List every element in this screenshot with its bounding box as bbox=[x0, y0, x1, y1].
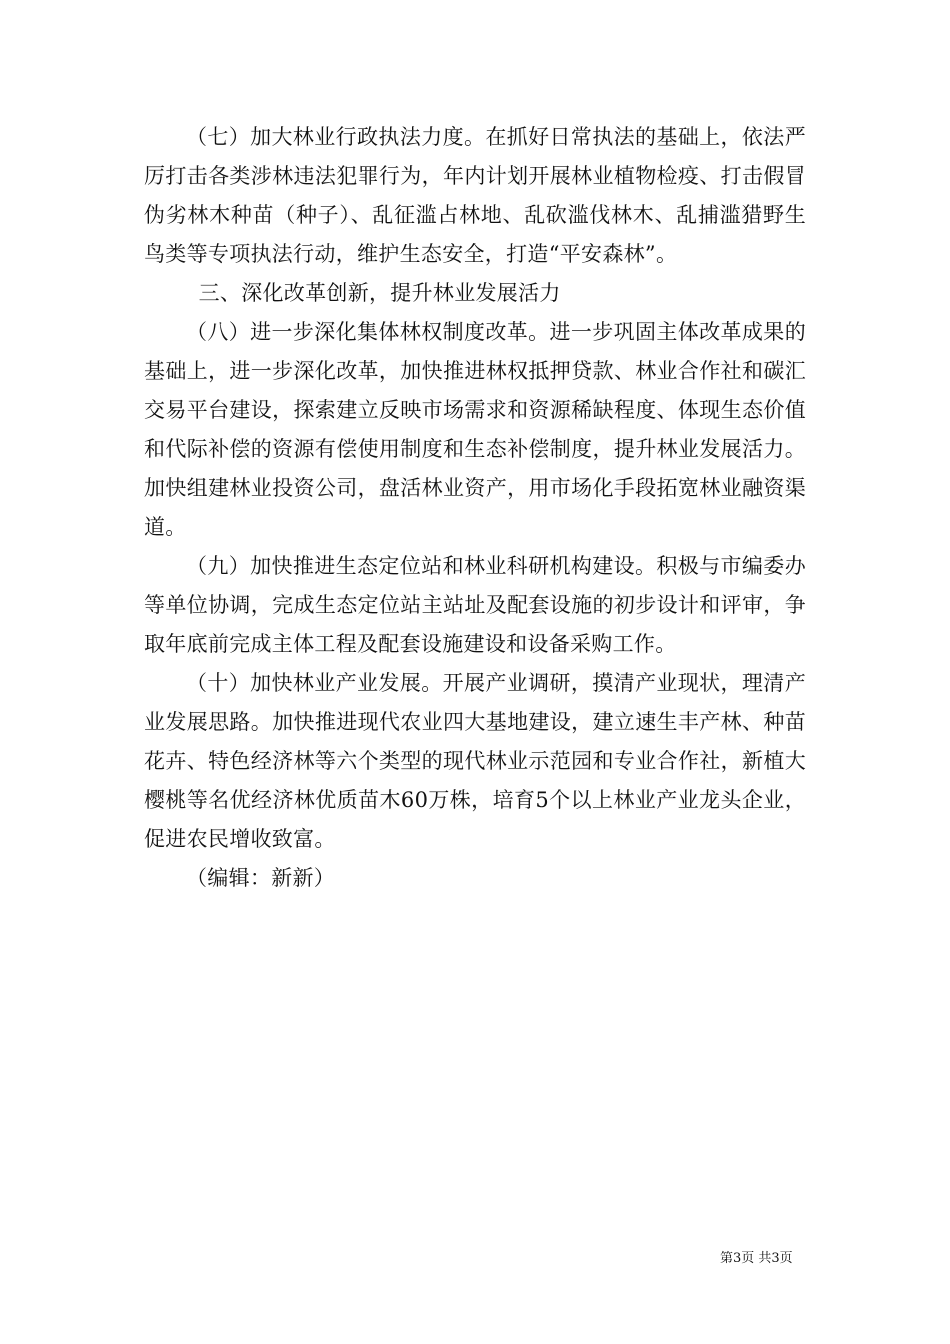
paragraph-law-enforcement: （七）加大林业行政执法力度。在抓好日常执法的基础上，依法严厉打击各类涉林违法犯罪行为，年内计划开展林业植物检疫、打击假冒伪劣林木种苗（种子）、乱征滥占林地、乱砍滥伐林木、乱捕滥猎野生鸟类等专项执法行动，维护生态安全，打造“平安森林”。 bbox=[144, 125, 806, 266]
paragraph-ecological-station: （九）加快推进生态定位站和林业科研机构建设。积极与市编委办等单位协调，完成生态定位站主站址及配套设施的初步设计和评审，争取年底前完成主体工程及配套设施建设和设备采购工作。 bbox=[144, 554, 806, 656]
paragraph-industry-development: （十）加快林业产业发展。开展产业调研，摸清产业现状，理清产业发展思路。加快推进现代农业四大基地建设，建立速生丰产林、种苗花卉、特色经济林等六个类型的现代林业示范园和专业合作社，新植大樱桃等名优经济林优质苗木60万株，培育5个以上林业产业龙头企业，促进农民增收致富。 bbox=[144, 671, 806, 851]
page-number-footer: 第3页 共3页 bbox=[720, 1251, 793, 1266]
editor-credit: （编辑：新新） bbox=[186, 866, 336, 890]
document-body bbox=[144, 118, 806, 898]
section-heading-reform: 三、深化改革创新，提升林业发展活力 bbox=[198, 281, 561, 305]
paragraph-forest-rights-reform: （八）进一步深化集体林权制度改革。进一步巩固主体改革成果的基础上，进一步深化改革，加快推进林权抵押贷款、林业合作社和碳汇交易平台建设，探索建立反映市场需求和资源稀缺程度、体现生态价值和代际补偿的资源有偿使用制度和生态补偿制度，提升林业发展活力。加快组建林业投资公司，盘活林业资产，用市场化手段拓宽林业融资渠道。 bbox=[144, 320, 806, 539]
